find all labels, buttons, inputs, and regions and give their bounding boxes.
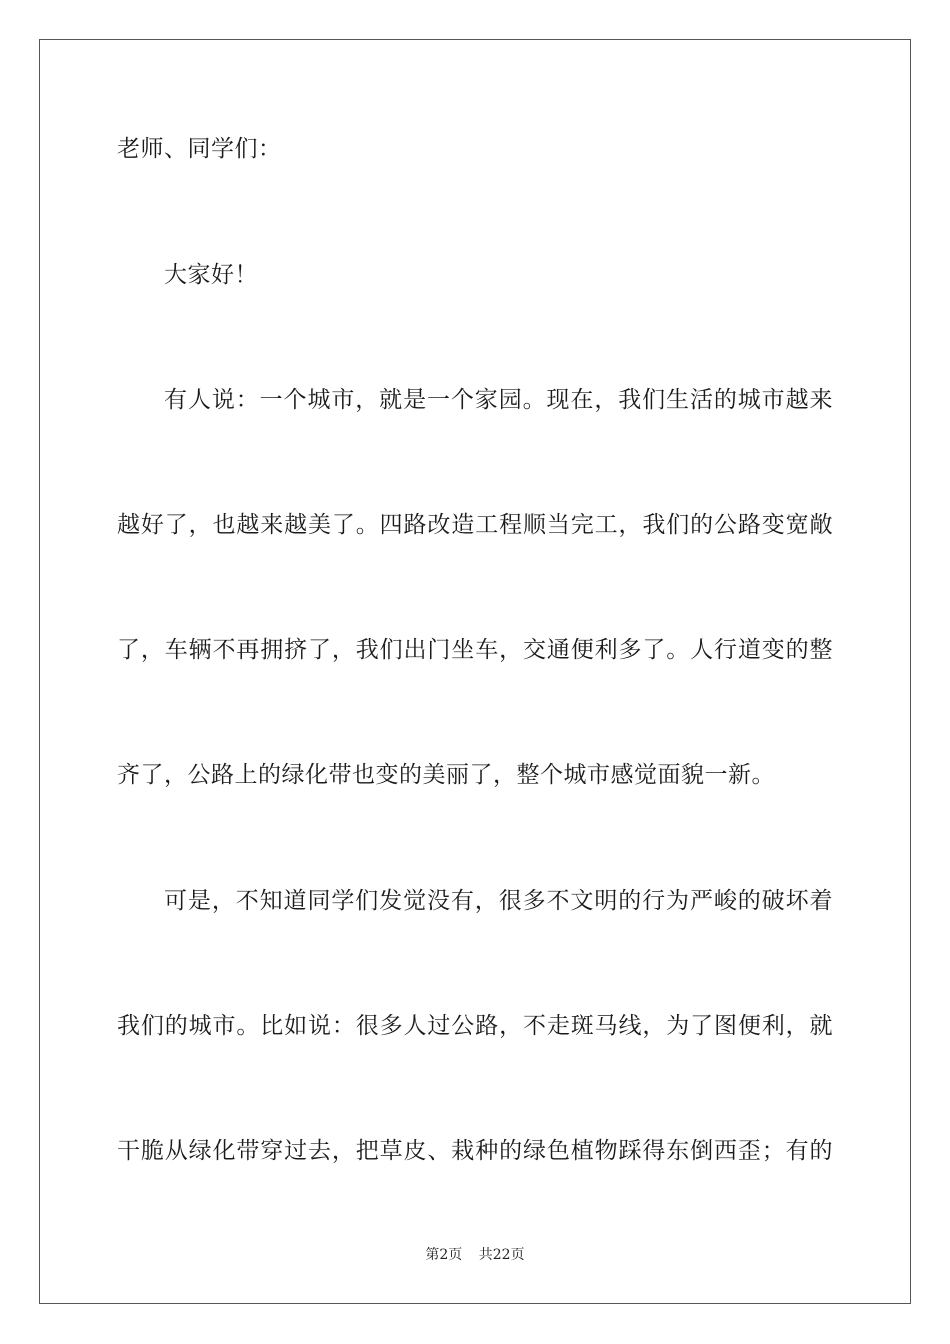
body-line: 我们的城市。比如说：很多人过公路，不走斑马线，为了图便利，就	[117, 1013, 833, 1039]
body-line: 干脆从绿化带穿过去，把草皮、栽种的绿色植物踩得东倒西歪；有的	[117, 1138, 833, 1164]
body-line: 有人说：一个城市，就是一个家园。现在，我们生活的城市越来	[164, 387, 833, 413]
page-number: 第2页	[425, 1247, 463, 1263]
body-line: 越好了，也越来越美了。四路改造工程顺当完工，我们的公路变宽敞	[117, 512, 833, 538]
body-line: 可是，不知道同学们发觉没有，很多不文明的行为严峻的破坏着	[164, 888, 833, 914]
greeting-line: 大家好！	[164, 262, 258, 288]
salutation-line: 老师、同学们：	[117, 136, 282, 162]
body-line: 齐了，公路上的绿化带也变的美丽了，整个城市感觉面貌一新。	[117, 762, 775, 788]
body-line: 了，车辆不再拥挤了，我们出门坐车，交通便利多了。人行道变的整	[117, 637, 833, 663]
page-total: 共22页	[478, 1247, 525, 1263]
page-frame	[39, 39, 911, 1304]
page-footer	[0, 1246, 950, 1264]
